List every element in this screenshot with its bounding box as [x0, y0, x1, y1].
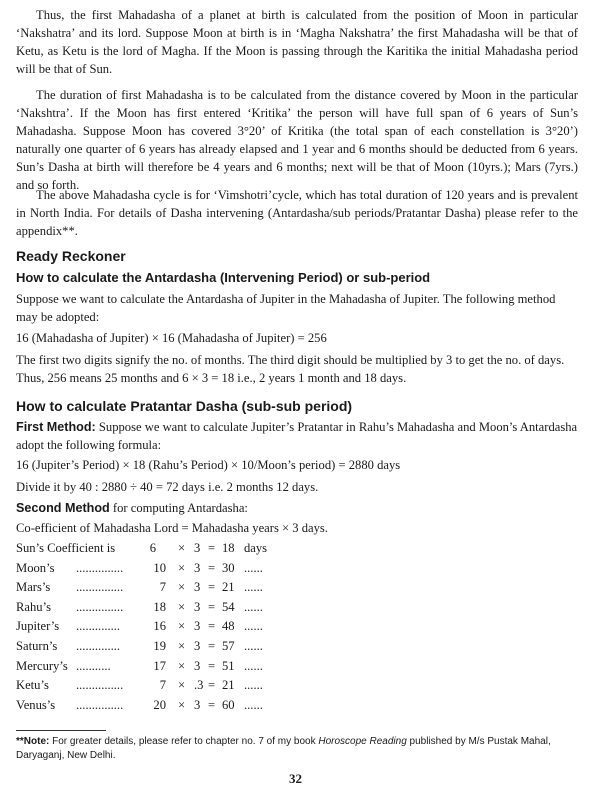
coefficient-planet: Moon’s: [16, 560, 55, 575]
coefficient-row: [16, 559, 316, 577]
coefficient-tail: ......: [244, 678, 263, 693]
coefficient-times: ×: [178, 658, 186, 673]
coefficient-years: 17: [153, 658, 166, 673]
coefficient-result: 54: [222, 599, 235, 614]
coefficient-planet: Mars’s: [16, 580, 51, 595]
paragraph-vimshotri: The above Mahadasha cycle is for ‘Vimshotri’cycle, which has total duration of 120 years and is prevalent in North India. For details of Dasha intervening (Antardasha/sub periods/Pratantar Dasha) please refer to the appendix**.: [16, 188, 578, 238]
coefficient-times: ×: [178, 678, 186, 693]
coefficient-mult: 3: [194, 541, 201, 555]
coefficient-dots: ...............: [76, 580, 124, 595]
coefficient-mult: 3: [194, 580, 201, 595]
coefficient-planet: Saturn’s: [16, 639, 58, 653]
coefficient-dots: ...........: [76, 658, 111, 673]
coefficient-years: 18: [153, 599, 166, 614]
coefficient-years: 7: [159, 678, 166, 693]
coefficient-tail: ......: [244, 560, 263, 575]
coefficient-dots: ...............: [76, 560, 124, 575]
coefficient-result: 18: [222, 541, 235, 555]
coefficient-years: 7: [159, 580, 166, 595]
first-method-label: First Method:: [16, 420, 96, 434]
coefficient-planet: Ketu’s: [16, 678, 49, 693]
coefficient-eq: =: [208, 619, 216, 634]
coefficient-times: ×: [178, 580, 186, 595]
coefficient-times: ×: [178, 560, 186, 575]
coefficient-mult: 3: [194, 658, 201, 673]
footnote-book-title: Horoscope Reading: [318, 736, 407, 747]
coefficient-result: 30: [222, 560, 235, 575]
footnote: [16, 735, 578, 763]
pratantar-heading: How to calculate Pratantar Dasha (sub-sub period): [16, 398, 353, 414]
coefficient-dots: ..............: [76, 619, 121, 634]
second-method-text: for computing Antardasha:: [109, 501, 248, 515]
coefficient-result: 60: [222, 697, 235, 712]
coefficient-eq: =: [208, 639, 216, 653]
coefficient-mult: 3: [194, 697, 201, 712]
coefficient-mult: 3: [194, 599, 201, 614]
coefficient-years: 6: [149, 541, 156, 555]
coefficient-mult: 3: [194, 560, 201, 575]
coefficient-row: [16, 696, 316, 714]
coefficient-result: 57: [222, 639, 235, 653]
antardasha-intro: Suppose we want to calculate the Antardasha of Jupiter in the Mahadasha of Jupiter. The following method may be adopted:: [16, 292, 556, 324]
coefficient-dots: ...............: [76, 599, 124, 614]
antardasha-formula: 16 (Mahadasha of Jupiter) × 16 (Mahadasha of Jupiter) = 256: [16, 331, 327, 345]
coefficient-eq: =: [208, 697, 216, 712]
coefficient-planet: Venus’s: [16, 697, 56, 712]
coefficient-rule: Co-efficient of Mahadasha Lord = Mahadasha years × 3 days.: [16, 521, 328, 535]
coefficient-years: 16: [153, 619, 166, 634]
coefficient-times: ×: [178, 697, 186, 712]
coefficient-tail: ......: [244, 697, 263, 712]
footnote-text-before: For greater details, please refer to chapter no. 7 of my book: [49, 736, 319, 747]
ready-reckoner-heading: Ready Reckoner: [16, 248, 126, 264]
coefficient-years: 19: [153, 639, 166, 653]
coefficient-eq: =: [208, 560, 216, 575]
second-method-label: Second Method: [16, 501, 110, 515]
coefficient-eq: =: [208, 580, 216, 595]
coefficient-years: 20: [153, 697, 166, 712]
footnote-divider: [16, 730, 106, 731]
coefficient-row: [16, 676, 316, 694]
coefficient-mult: 3: [194, 619, 201, 634]
coefficient-row: [16, 617, 316, 635]
coefficient-dots: ...............: [76, 678, 124, 693]
coefficient-mult: .3: [194, 678, 204, 693]
coefficient-dots: ...............: [76, 697, 124, 712]
coefficient-mult: 3: [194, 639, 201, 653]
coefficient-row: [16, 598, 316, 616]
footnote-label: **Note:: [16, 736, 50, 747]
coefficient-dots: ..............: [76, 639, 121, 653]
second-method-line: [16, 499, 578, 517]
coefficient-tail: ......: [244, 580, 263, 595]
footnote-text-after: published by M/s Pustak Mahal, Daryaganj, New Delhi.: [16, 736, 551, 761]
coefficient-planet: Mercury’s: [16, 658, 68, 673]
coefficient-tail: ......: [244, 619, 263, 634]
coefficient-row: [16, 539, 316, 557]
coefficient-times: ×: [178, 599, 186, 614]
coefficient-result: 21: [222, 580, 235, 595]
coefficient-tail: days: [244, 541, 268, 555]
page-number: 32: [289, 771, 302, 786]
coefficient-tail: ......: [244, 658, 263, 673]
coefficient-eq: =: [208, 599, 216, 614]
coefficient-eq: =: [208, 541, 216, 555]
divide-line: Divide it by 40 : 2880 ÷ 40 = 72 days i.e. 2 months 12 days.: [16, 480, 319, 494]
coefficient-eq: =: [208, 658, 216, 673]
coefficient-row: [16, 637, 316, 655]
coefficient-tail: ......: [244, 599, 263, 614]
coefficient-result: 48: [222, 619, 235, 634]
coefficient-result: 51: [222, 658, 235, 673]
coefficient-result: 21: [222, 678, 235, 693]
coefficient-times: ×: [178, 639, 186, 653]
pratantar-formula: 16 (Jupiter’s Period) × 18 (Rahu’s Period) × 10/Moon’s period) = 2880 days: [16, 458, 401, 472]
first-method-paragraph: [16, 418, 578, 454]
paragraph-duration: The duration of first Mahadasha is to be calculated from the distance covered by Moon in the particular ‘Nakshtra’. If the Moon has first entered ‘Kritika’ the person will have full span of 6 years of Sun’s Mahadasha. Suppose Moon has covered 3°20’ of Kritika (the total span of each constellation is 3°20’) naturally one quarter of 6 years has already elapsed and 1 year and 6 months should be deducted from 6 years. Sun’s Dasha at birth will therefore be 4 years and 6 months; next will be that of Moon (10yrs.); Mars (7yrs.) and so forth.: [16, 88, 578, 192]
coefficient-row: [16, 657, 316, 675]
paragraph-first-mahadasha: Thus, the first Mahadasha of a planet at birth is calculated from the position of Moon in particular ‘Nakshatra’ and its lord. Suppose Moon at birth is in ‘Magha Nakshatra’ the first Mahadasha will be that of Ketu, as Ketu is the lord of Magha. If the Moon is passing through the Karitika the initial Mahadasha period will be that of Sun.: [16, 8, 578, 76]
antardasha-explanation: The first two digits signify the no. of months. The third digit should be multiplied by 3 to get the no. of days. Thus, 256 means 25 months and 6 × 3 = 18 i.e., 2 years 1 month and 18 days.: [16, 353, 565, 385]
coefficient-planet: Jupiter’s: [16, 619, 60, 634]
coefficient-row: [16, 578, 316, 596]
coefficient-planet: Sun’s Coefficient is: [16, 541, 116, 555]
coefficient-times: ×: [178, 619, 186, 634]
coefficient-years: 10: [153, 560, 166, 575]
coefficient-tail: ......: [244, 639, 263, 653]
coefficient-planet: Rahu’s: [16, 599, 51, 614]
first-method-text: Suppose we want to calculate Jupiter’s Pratantar in Rahu’s Mahadasha and Moon’s Antardasha adopt the following formula:: [16, 420, 578, 452]
coefficient-times: ×: [178, 541, 186, 555]
antardasha-subheading: How to calculate the Antardasha (Intervening Period) or sub-period: [16, 270, 431, 285]
coefficient-eq: =: [208, 678, 216, 693]
